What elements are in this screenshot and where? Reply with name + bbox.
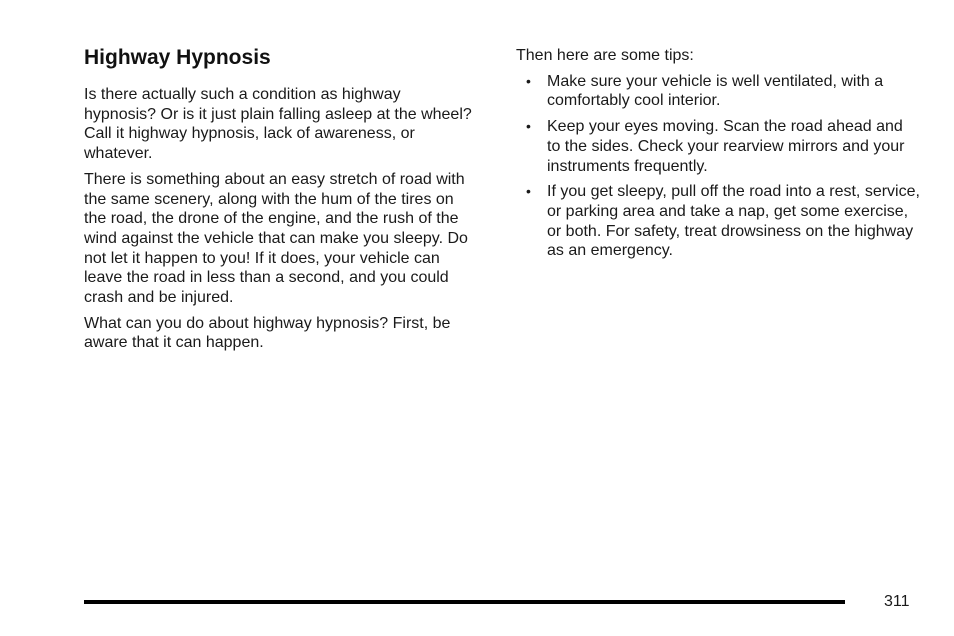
footer-divider [84, 600, 845, 604]
bullet-icon: • [526, 118, 531, 135]
page-number: 311 [884, 593, 910, 610]
right-column [516, 46, 920, 267]
bullet-icon: • [526, 72, 531, 89]
paragraph-awareness: What can you do about highway hypnosis? First, be aware that it can happen. [84, 314, 451, 352]
paragraph-intro: Is there actually such a condition as highway hypnosis? Or is it just plain falling asleep at the wheel? Call it highway hypnosis, lack of awareness, or whatever. [84, 86, 472, 163]
left-column [84, 44, 476, 359]
tips-intro: Then here are some tips: [516, 47, 694, 64]
tip-text: If you get sleepy, pull off the road into a rest, service, or parking area and take a nap, get some exercise, or both. For safety, treat drowsiness on the highway as an emergency. [547, 183, 920, 260]
tip-item [516, 72, 920, 111]
tip-text: Make sure your vehicle is well ventilated, with a comfortably cool interior. [547, 72, 884, 110]
tips-list [516, 72, 920, 261]
section-title: Highway Hypnosis [84, 46, 271, 69]
paragraph-description: There is something about an easy stretch of road with the same scenery, along with the hum of the tires on the road, the drone of the engine, and the rush of the wind against the vehicle that can make you sleepy. Do not let it happen to you! If it does, your vehicle can leave the road in less than a second, and you could crash and be injured. [84, 170, 468, 307]
tip-item [516, 182, 920, 261]
tip-text: Keep your eyes moving. Scan the road ahead and to the sides. Check your rearview mirrors and your instruments frequently. [547, 118, 905, 175]
tip-item [516, 117, 920, 176]
bullet-icon: • [526, 183, 531, 200]
